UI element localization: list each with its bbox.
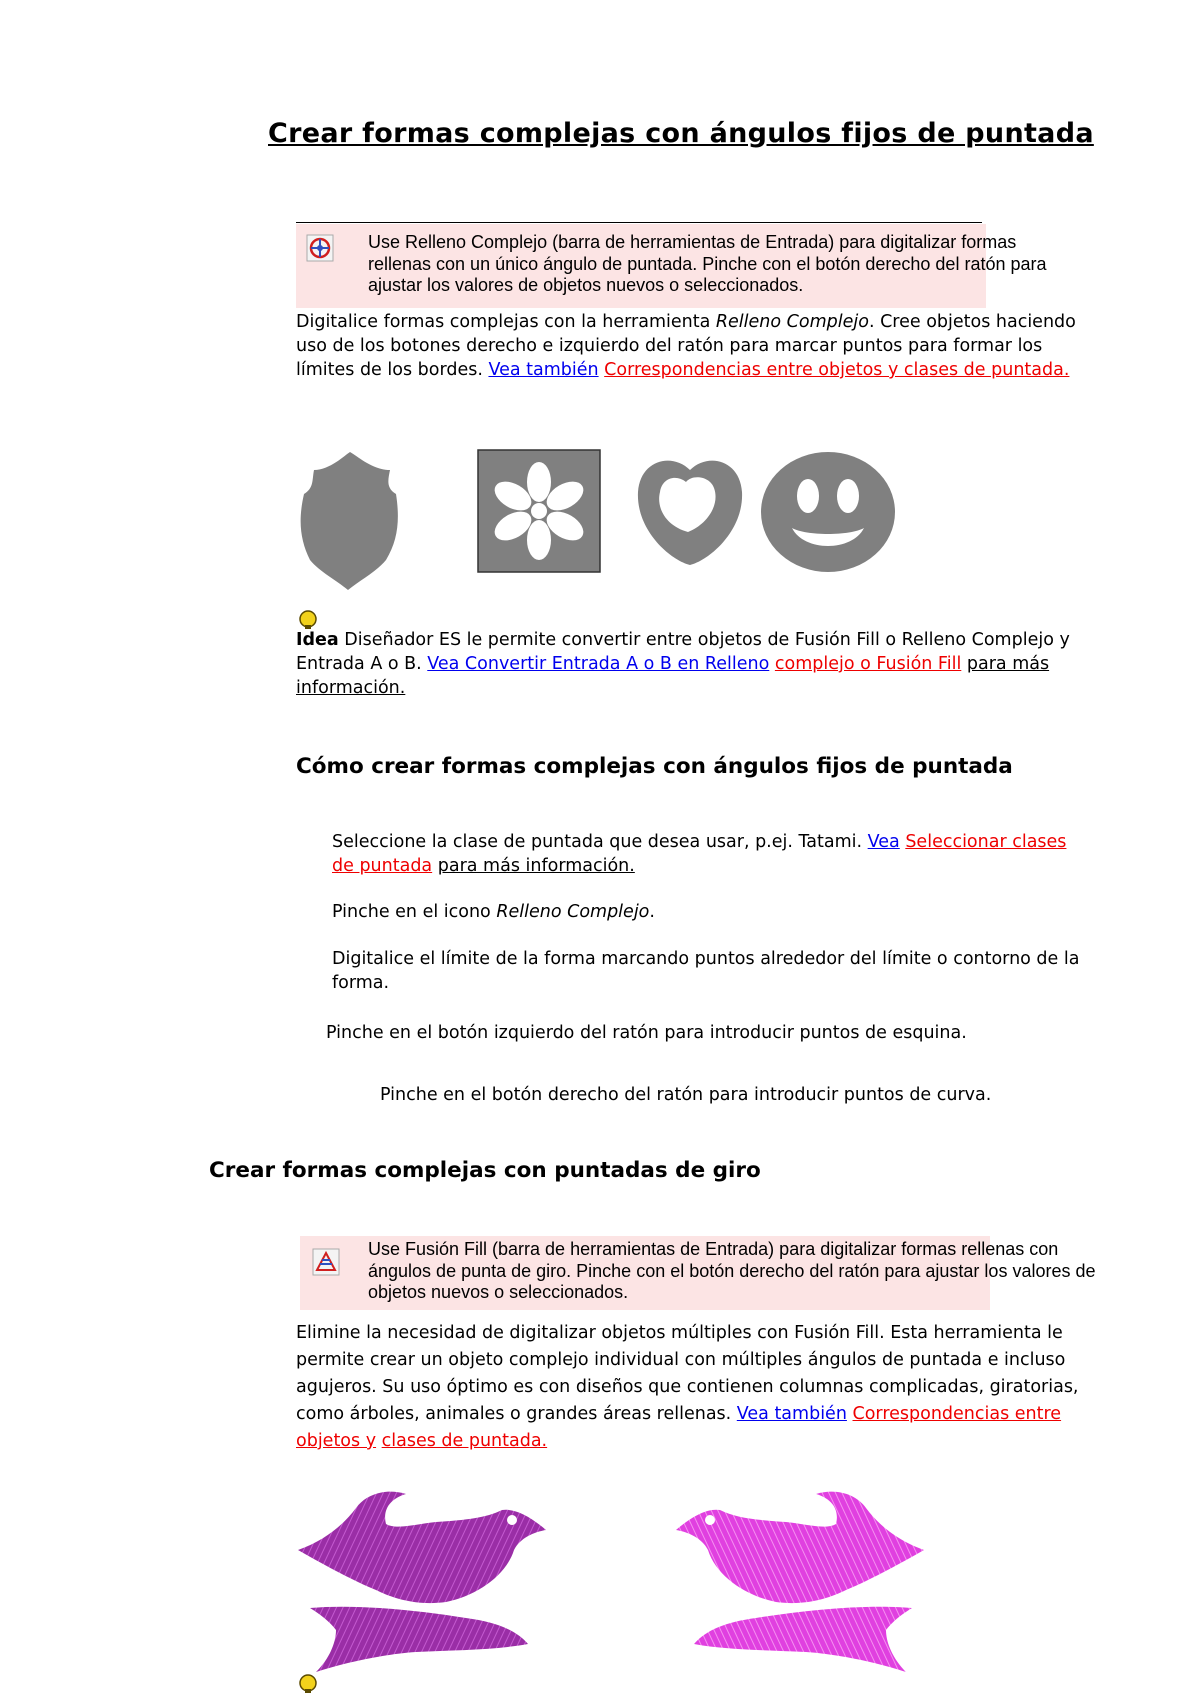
embroidered-birds — [296, 1480, 936, 1680]
fusion-fill-tool-icon[interactable] — [312, 1248, 340, 1276]
step-1 — [332, 830, 1092, 878]
idea-text: Diseñador ES le permite convertir entre objetos de Fusión Fill o Relleno Complejo y Entrada A o B. — [296, 630, 1070, 674]
more-info-text: para más información. — [296, 654, 1050, 698]
flower-square-shape — [478, 450, 600, 572]
step-2 — [332, 900, 655, 924]
intro-text-c: . Cree objetos haciendo uso de los botones derecho e izquierdo del ratón para marcar puntos para formar los límites de los bordes. — [296, 312, 1076, 380]
intro-text-a: Digitalice formas complejas con la herramienta — [296, 312, 716, 332]
step-3: Digitalice el límite de la forma marcando puntos alrededor del límite o contorno de la forma. — [332, 949, 1080, 993]
shield-shape — [301, 452, 398, 590]
intro-tool-name: Relleno Complejo — [715, 312, 869, 332]
convert-link[interactable]: Vea Convertir Entrada A o B en Relleno — [427, 654, 770, 674]
idea-label: Idea — [296, 630, 339, 650]
howto-heading: Cómo crear formas complejas con ángulos fijos de puntada — [296, 754, 1013, 779]
correspondences-link[interactable]: Correspondencias entre objetos y clases de puntada. — [604, 360, 1070, 380]
fusion-text: Elimine la necesidad de digitalizar objetos múltiples con Fusión Fill. Esta herramienta le permite crear un objeto complejo individual con múltiples ángulos de puntada e incluso agujeros. Su uso óptimo es con diseños que contienen columnas complicadas, giratorias, como árboles, animales o grandes áreas rellenas. — [296, 1323, 1079, 1424]
convert-link-continued[interactable]: complejo o Fusión Fill — [774, 654, 962, 674]
page-title: Crear formas complejas con ángulos fijos de puntada — [268, 118, 1094, 149]
tip-box-fusion-fill — [300, 1236, 1096, 1310]
step-2-text: Pinche en el icono — [332, 902, 497, 922]
example-shapes — [300, 440, 960, 600]
see-also-link[interactable]: Vea también — [488, 360, 599, 380]
step-1-more-info: para más información. — [437, 856, 635, 876]
bird-right — [676, 1492, 924, 1672]
section-2-heading: Crear formas complejas con puntadas de giro — [209, 1158, 761, 1183]
step-4: Pinche en el botón izquierdo del ratón para introducir puntos de esquina. — [326, 1023, 967, 1043]
divider-line — [296, 222, 982, 223]
step-5: Pinche en el botón derecho del ratón para introducir puntos de curva. — [380, 1085, 992, 1105]
complex-fill-tool-icon[interactable] — [306, 234, 334, 262]
lightbulb-icon — [298, 1674, 318, 1694]
bird-left — [298, 1492, 546, 1672]
see-also-link-2[interactable]: Vea también — [736, 1404, 847, 1424]
heart-ring-shape — [638, 461, 742, 565]
smiley-shape — [761, 452, 895, 572]
select-stitch-types-link[interactable]: Seleccionar clases de puntada — [332, 832, 1067, 876]
idea-paragraph — [296, 628, 1126, 700]
tip-box-complex-fill — [296, 224, 1047, 308]
step-2-tool-name: Relleno Complejo — [496, 902, 650, 922]
tip-text: Use Fusión Fill (barra de herramientas de Entrada) para digitalizar formas rellenas con ángulos de punta de giro. Pinche con el botón derecho del ratón para ajustar los valores de objetos nuevos o seleccionados. — [368, 1239, 1096, 1302]
step-2-end: . — [649, 902, 655, 922]
lightbulb-icon — [298, 610, 318, 630]
stitch-types-link-2[interactable]: clases de puntada. — [381, 1431, 548, 1451]
tip-text: Use Relleno Complejo (barra de herramientas de Entrada) para digitalizar formas rellenas con un único ángulo de puntada. Pinche con el botón derecho del ratón para ajustar los valores de objetos nuevos o seleccionados. — [368, 232, 1047, 295]
see-link[interactable]: Vea — [867, 832, 900, 852]
fusion-paragraph — [296, 1320, 1086, 1455]
step-1-text: Seleccione la clase de puntada que desea usar, p.ej. Tatami. — [332, 832, 868, 852]
intro-paragraph — [296, 310, 1086, 382]
correspondences-link-2[interactable]: Correspondencias entre objetos y — [296, 1404, 1062, 1451]
